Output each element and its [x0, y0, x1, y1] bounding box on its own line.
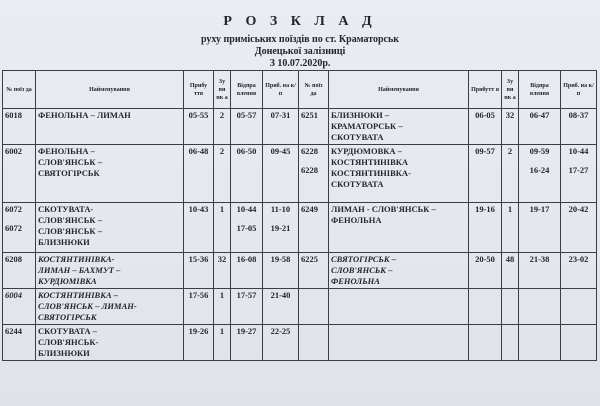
arrival-time: 19-26 [184, 325, 214, 361]
train-route: КОСТЯНТИНІВКА- ЛИМАН – БАХМУТ – КУРДЮМІВКА [36, 253, 184, 289]
stop-minutes: 1 [214, 325, 231, 361]
table-header-row [3, 71, 597, 109]
stop-minutes: 48 [502, 253, 519, 289]
col-header-train-no-right: № поїз да [299, 71, 329, 109]
col-header-departure: Відпра влення [231, 71, 263, 109]
departure-time: 21-38 [519, 253, 561, 289]
doc-subtitle-route: руху приміських поїздів по ст. Краматорськ [200, 34, 400, 45]
departure-time: 19-17 [519, 203, 561, 253]
final-arrival-time: 07-31 [263, 109, 299, 145]
final-arrival-time: 11-10 19-21 [263, 203, 299, 253]
schedule-table [2, 70, 597, 361]
col-header-stop: Зу пи нк а [214, 71, 231, 109]
arrival-time: 06-48 [184, 145, 214, 203]
departure-time: 10-44 17-05 [231, 203, 263, 253]
train-number: 6244 [3, 325, 36, 361]
empty-cell [299, 289, 329, 325]
col-header-stop-right: Зу пи нк а [502, 71, 519, 109]
train-number: 6251 [299, 109, 329, 145]
col-header-arrival: Прибу ття [184, 71, 214, 109]
train-number: 6072 6072 [3, 203, 36, 253]
train-number: 6018 [3, 109, 36, 145]
arrival-time: 19-16 [469, 203, 502, 253]
train-route: ФЕНОЛЬНА – ЛИМАН [36, 109, 184, 145]
train-number: 6004 [3, 289, 36, 325]
departure-time: 05-57 [231, 109, 263, 145]
table-row [3, 203, 597, 253]
departure-time: 09-59 16-24 [519, 145, 561, 203]
empty-cell [519, 289, 561, 325]
table-row [3, 109, 597, 145]
final-arrival-time: 09-45 [263, 145, 299, 203]
train-route: КУРДЮМОВКА – КОСТЯНТИНІВКА КОСТЯНТИНІВКА- СКОТУВАТА [329, 145, 469, 203]
train-route: СКОТУВАТА – СЛОВ'ЯНСЬК- БЛИЗНЮКИ [36, 325, 184, 361]
stop-minutes: 1 [502, 203, 519, 253]
col-header-train-no: № поїз да [3, 71, 36, 109]
stop-minutes: 1 [214, 203, 231, 253]
table-row [3, 145, 597, 203]
doc-subtitle-railway: Донецької залізниці [254, 46, 346, 57]
table-row [3, 289, 597, 325]
stop-minutes: 1 [214, 289, 231, 325]
col-header-final-arrival: Приб. на к/п [263, 71, 299, 109]
empty-cell [502, 289, 519, 325]
arrival-time: 17-56 [184, 289, 214, 325]
stop-minutes: 2 [214, 109, 231, 145]
train-route: СКОТУВАТА- СЛОВ'ЯНСЬК – СЛОВ'ЯНСЬК – БЛИЗНЮКИ [36, 203, 184, 253]
train-number: 6228 6228 [299, 145, 329, 203]
empty-cell [469, 325, 502, 361]
empty-cell [329, 289, 469, 325]
empty-cell [561, 289, 597, 325]
col-header-departure-right: Відпра влення [519, 71, 561, 109]
departure-time: 19-27 [231, 325, 263, 361]
arrival-time: 20-50 [469, 253, 502, 289]
empty-cell [329, 325, 469, 361]
departure-time: 16-08 [231, 253, 263, 289]
empty-cell [561, 325, 597, 361]
arrival-time: 06-05 [469, 109, 502, 145]
table-row [3, 325, 597, 361]
doc-title: Р О З К Л А Д [223, 14, 377, 29]
stop-minutes: 2 [214, 145, 231, 203]
empty-cell [299, 325, 329, 361]
train-route: СВЯТОГІРСЬК – СЛОВ'ЯНСЬК – ФЕНОЛЬНА [329, 253, 469, 289]
final-arrival-time: 23-02 [561, 253, 597, 289]
stop-minutes: 32 [502, 109, 519, 145]
train-number: 6249 [299, 203, 329, 253]
train-route: ЛИМАН - СЛОВ'ЯНСЬК – ФЕНОЛЬНА [329, 203, 469, 253]
stop-minutes: 2 [502, 145, 519, 203]
final-arrival-time: 08-37 [561, 109, 597, 145]
train-route: ФЕНОЛЬНА – СЛОВ'ЯНСЬК – СВЯТОГІРСЬК [36, 145, 184, 203]
final-arrival-time: 20-42 [561, 203, 597, 253]
train-route: КОСТЯНТИНІВКА – СЛОВ'ЯНСЬК – ЛИМАН- СВЯТОГІРСЬК [36, 289, 184, 325]
final-arrival-time: 10-44 17-27 [561, 145, 597, 203]
train-route: БЛИЗНЮКИ – КРАМАТОРСЬК – СКОТУВАТА [329, 109, 469, 145]
departure-time: 17-57 [231, 289, 263, 325]
train-number: 6225 [299, 253, 329, 289]
final-arrival-time: 19-58 [263, 253, 299, 289]
col-header-final-arrival-right: Приб. на к/п [561, 71, 597, 109]
col-header-name: Найменування [36, 71, 184, 109]
arrival-time: 05-55 [184, 109, 214, 145]
empty-cell [469, 289, 502, 325]
arrival-time: 15-36 [184, 253, 214, 289]
empty-cell [519, 325, 561, 361]
final-arrival-time: 22-25 [263, 325, 299, 361]
col-header-name-right: Найменування [329, 71, 469, 109]
table-row [3, 253, 597, 289]
departure-time: 06-47 [519, 109, 561, 145]
stop-minutes: 32 [214, 253, 231, 289]
arrival-time: 09-57 [469, 145, 502, 203]
train-number: 6002 [3, 145, 36, 203]
train-number: 6208 [3, 253, 36, 289]
departure-time: 06-50 [231, 145, 263, 203]
col-header-arrival-right: Прибутт я [469, 71, 502, 109]
doc-subtitle-date: З 10.07.2020р. [269, 58, 331, 69]
arrival-time: 10-43 [184, 203, 214, 253]
empty-cell [502, 325, 519, 361]
final-arrival-time: 21-40 [263, 289, 299, 325]
